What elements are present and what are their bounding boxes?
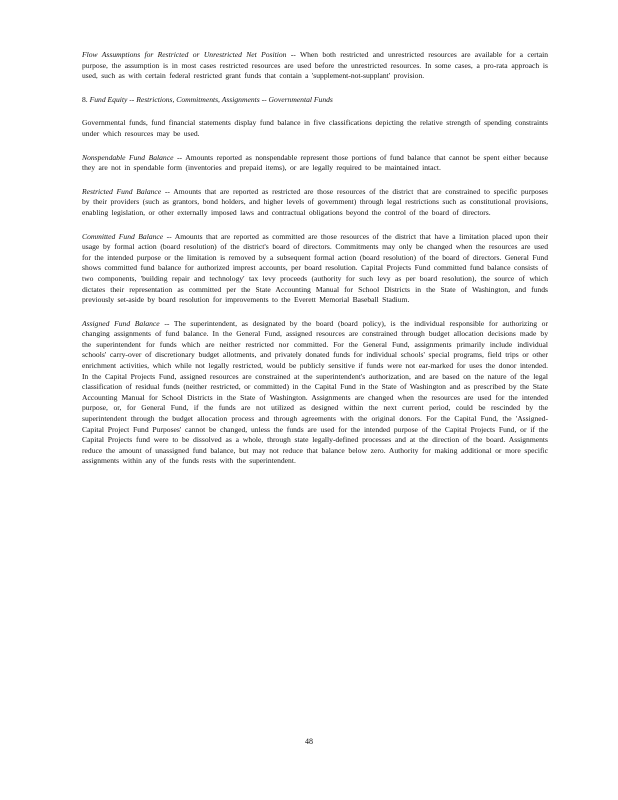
paragraph-body: -- Amounts that are reported as restricted are those resources of the district that are constrained to specific purposes by their providers (such as grantors, bond holders, and higher levels of government) through legal restrictions such as constitutional provisions, enabling legislation, or other externally imposed laws and contractual obligations beyond the control of the board of directors. xyxy=(82,186,548,217)
paragraph-body: -- When both restricted and unrestricted resources are available for a certain purpose, the assumption is in most cases restricted resources are used before the unrestricted resources. In some cases, a pro-rata approach is used, such as with certain federal restricted grant funds that contain a 'supplement-not-supplant' provision. xyxy=(82,50,548,81)
paragraph-lead-italic: Restricted Fund Balance xyxy=(82,186,162,196)
paragraph-governmental-funds xyxy=(82,118,548,139)
paragraph-committed xyxy=(82,232,548,306)
paragraph-flow-assumptions xyxy=(82,50,548,82)
section-number: 8. xyxy=(82,94,88,104)
section-heading-suffix: -- Governmental Funds xyxy=(259,94,333,104)
section-heading-fund-equity xyxy=(82,95,548,106)
paragraph-lead-italic: Committed Fund Balance xyxy=(82,231,164,241)
paragraph-body: -- Amounts reported as nonspendable represent those portions of fund balance that cannot be spent either because they are not in spendable form (inventories and prepaid items), or are legally required to be maintained intact. xyxy=(82,152,548,173)
paragraph-lead-italic: Flow Assumptions for Restricted or Unrestricted Net Position xyxy=(82,50,287,59)
paragraph-lead-italic: Nonspendable Fund Balance xyxy=(82,152,174,162)
page-number: 48 xyxy=(305,737,313,746)
section-heading-italic: Fund Equity -- Restrictions, Commitments, Assignments xyxy=(89,94,260,104)
paragraph-restricted xyxy=(82,187,548,219)
paragraph-body: -- The superintendent, as designated by the board (board policy), is the individual responsible for authorizing or changing assignments of fund balance. In the General Fund, assigned resources are constrained through budget allocation decisions made by the superintendent for funds which are neither restricted nor committed. For the General Fund, assignments primarily include individual schools' carry-over of discretionary budget allotments, and privately donated funds for individual schools' special programs, field trips or other enrichment activities, which while not legally restricted, would be publicly sensitive if funds were not ear-marked for uses the donor intended. In the Capital Projects Fund, assigned resources are constrained at the superintendent's authorization, and are based on the nature of the legal classification of residual funds (neither restricted, or committed) in the Capital Fund in the State of Washington and as prescribed by the State Accounting Manual for School Districts in the State of Washington. Assignments are changed when the resources are used for the intended purpose, or, for General Fund, if the funds are not utilized as designed within the next current period, could be rescinded by the superintendent through the budget allocation process and through agreements with the original donors. For the Capital Fund, the 'Assigned-Capital Project Fund Purposes' cannot be changed, unless the funds are used for the intended purpose of the Capital Projects Fund, or if the Capital Projects fund were to be dissolved as a whole, through state legally-defined processes and at the direction of the board. Assignments reduce the amount of unassigned fund balance, but may not reduce that balance below zero. Authority for making additional or more specific assignments within any of the funds rests with the superintendent. xyxy=(82,318,548,466)
paragraph-lead-italic: Assigned Fund Balance xyxy=(82,318,160,328)
paragraph-assigned xyxy=(82,319,548,467)
paragraph-body: Governmental funds, fund financial statements display fund balance in five classifications depicting the relative strength of spending constraints under which resources may be used. xyxy=(82,118,548,138)
document-page xyxy=(82,50,548,480)
paragraph-body: -- Amounts that are reported as committed are those resources of the district that have a limitation placed upon their usage by formal action (board resolution) of the district's board of directors. Commitments may only be changed when the resources are used for the intended purpose or the limitation is removed by a subsequent formal action (board resolution) of the board of directors. General Fund shows committed fund balance for authorized imprest accounts, per board resolution. Capital Projects Fund committed fund balance consists of two components, 'building repair and technology' tax levy proceeds (authority for such levy as per board resolution), the source of which dictates their representation as committed per the State Accounting Manual for School Districts in the State of Washington, and funds previously set-aside by board resolution for improvements to the Everett Memorial Baseball Stadium. xyxy=(82,231,548,305)
paragraph-nonspendable xyxy=(82,153,548,174)
